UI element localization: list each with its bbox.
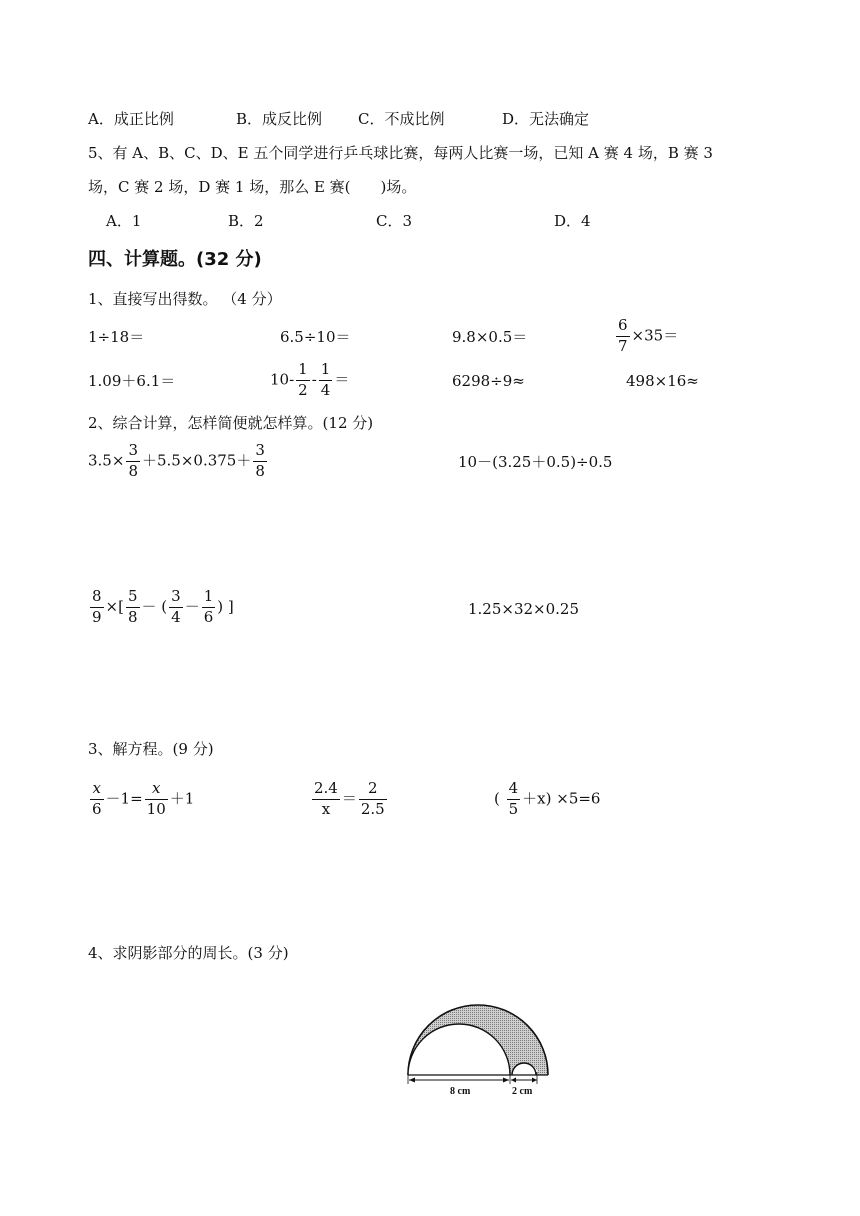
- fraction: $\frac{1}{6}$: [203, 587, 214, 626]
- calc-item-7: 6298÷9≈: [452, 372, 525, 390]
- calc-item-2: 6.5÷10＝: [280, 328, 351, 346]
- section-4-heading: 四、计算题。(32 分): [88, 249, 262, 270]
- q5-option-a: A．1: [106, 212, 142, 230]
- q5-line-2: 场，C 赛 2 场，D 赛 1 场，那么 E 赛( )场。: [88, 178, 417, 196]
- shaded-figure: [400, 1000, 560, 1105]
- fraction: $\frac{3}{8}$: [128, 441, 138, 480]
- calc-item-8: 498×16≈: [626, 372, 699, 390]
- fraction: $\frac{x}{10}$: [146, 779, 166, 818]
- fraction: $\frac{3}{8}$: [255, 441, 265, 480]
- q4-option-a: A．成正比例: [88, 110, 174, 128]
- equation-1: $\frac{x}{6}$ －1= $\frac{x}{10}$ ＋1: [92, 779, 195, 818]
- label-2cm: 2 cm: [512, 1086, 533, 1097]
- fraction: $\frac{3}{4}$: [171, 587, 181, 626]
- q4-option-d: D．无法确定: [502, 110, 590, 128]
- calc-item-1: 1÷18＝: [88, 328, 145, 346]
- label-8cm: 8 cm: [450, 1086, 471, 1097]
- q4-option-c: C．不成比例: [358, 110, 445, 128]
- calc-item-5: 1.09＋6.1＝: [88, 372, 176, 390]
- q5-option-c: C．3: [376, 212, 413, 230]
- equation-3: ( $\frac{4}{5}$ ＋x) ×5=6: [494, 779, 601, 818]
- comp-expr-3: $\frac{8}{9}$ ×[ $\frac{5}{8}$ － ( $\frac{3}{4}$ － $\frac{1}{6}$ ) ]: [92, 587, 234, 626]
- semicircle-diagram: [400, 1000, 560, 1105]
- fraction: $\frac{8}{9}$: [92, 587, 102, 626]
- equation-2: $\frac{2.4}{x}$ ＝ $\frac{2}{2.5}$: [314, 779, 385, 818]
- q4-option-b: B．成反比例: [236, 110, 323, 128]
- part-3-title: 3、解方程。(9 分): [88, 740, 214, 758]
- q5-option-d: D．4: [554, 212, 591, 230]
- calc-item-3: 9.8×0.5＝: [452, 328, 528, 346]
- calc-item-4: $\frac{6}{7}$ ×35＝: [618, 316, 679, 355]
- part-4-title: 4、求阴影部分的周长。(3 分): [88, 944, 289, 962]
- q5-option-b: B．2: [228, 212, 264, 230]
- comp-expr-2: 10－(3.25＋0.5)÷0.5: [458, 453, 613, 471]
- calc-item-6: 10- $\frac{1}{2}$ - $\frac{1}{4}$ ＝: [270, 360, 350, 399]
- part-2-title: 2、综合计算，怎样简便就怎样算。(12 分): [88, 414, 374, 432]
- q5-line-1: 5、有 A、B、C、D、E 五个同学进行乒乓球比赛，每两人比赛一场，已知 A 赛 4 场，B 赛 3: [88, 144, 713, 162]
- fraction: $\frac{4}{5}$: [508, 779, 519, 818]
- part-1-title: 1、直接写出得数。 （4 分）: [88, 290, 282, 308]
- fraction: $\frac{6}{7}$: [618, 316, 628, 355]
- fraction: $\frac{x}{6}$: [92, 779, 102, 818]
- comp-expr-4: 1.25×32×0.25: [468, 600, 580, 618]
- comp-expr-1: 3.5× $\frac{3}{8}$ ＋5.5×0.375＋ $\frac{3}{8}$: [88, 441, 265, 480]
- fraction: $\frac{1}{4}$: [320, 360, 331, 399]
- fraction: $\frac{1}{2}$: [298, 360, 308, 399]
- fraction: $\frac{2.4}{x}$: [314, 779, 338, 818]
- fraction: $\frac{5}{8}$: [127, 587, 138, 626]
- fraction: $\frac{2}{2.5}$: [360, 779, 385, 818]
